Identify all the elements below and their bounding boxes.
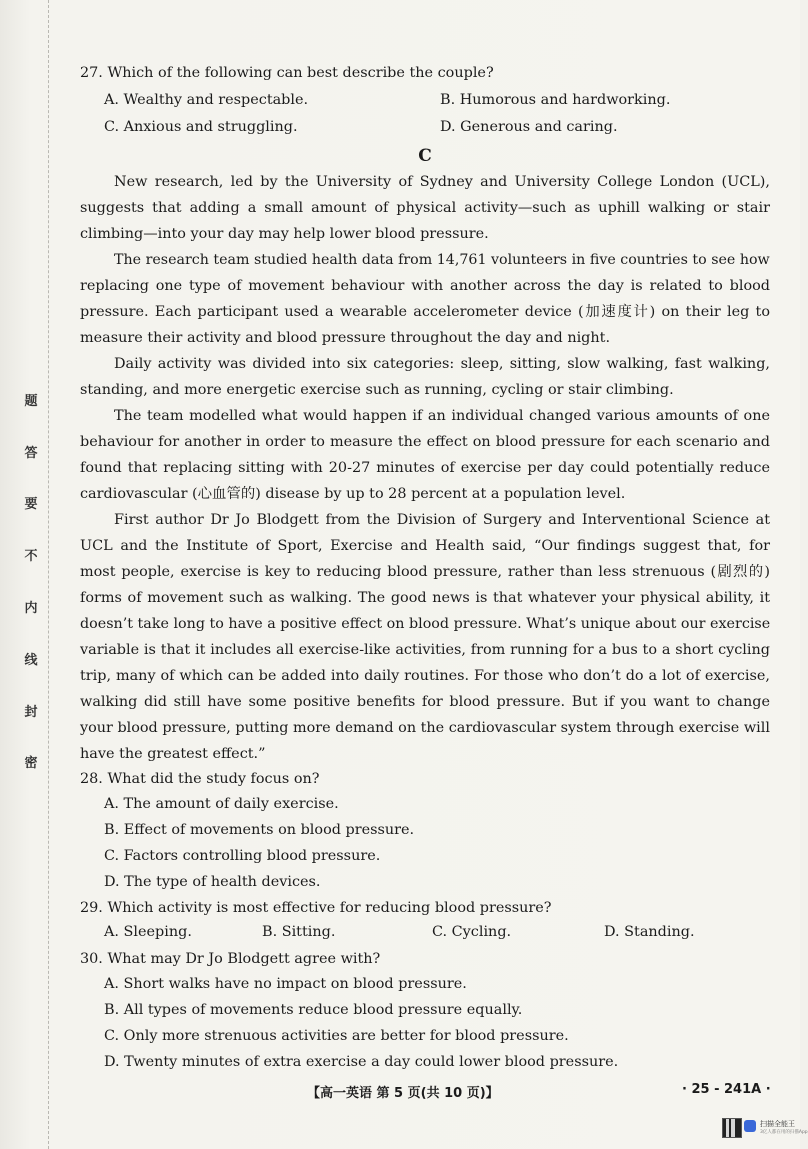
section-heading: C <box>418 146 432 166</box>
option-29-a: A. Sleeping. <box>104 924 192 940</box>
question-30: 30. What may Dr Jo Blodgett agree with? <box>80 951 381 967</box>
passage-line: have the greatest effect.” <box>80 746 266 762</box>
scanner-logo-icon <box>744 1120 756 1132</box>
passage-line: behaviour for another in order to measure the effect on blood pressure for each scenario and <box>80 434 770 450</box>
passage-line: most people, exercise is key to reducing blood pressure, rather than less strenuous (剧烈的) <box>80 564 770 580</box>
page-footer <box>0 1082 800 1102</box>
passage-line: Daily activity was divided into six categories: sleep, sitting, slow walking, fast walking, <box>114 356 770 372</box>
qr-code-icon <box>722 1118 742 1138</box>
passage-line: doesn’t take long to have a positive effect on blood pressure. What’s unique about our exercise <box>80 616 771 632</box>
scanner-watermark <box>722 1118 808 1140</box>
option-27-d: D. Generous and caring. <box>440 119 618 135</box>
margin-char: 不 <box>24 549 38 564</box>
passage-line: measure their activity and blood pressure throughout the day and night. <box>80 330 611 346</box>
passage-line: replacing one type of movement behaviour with another across the day is related to blood <box>80 278 770 294</box>
passage-line: pressure. Each participant used a wearable accelerometer device (加速度计) on their leg to <box>80 304 770 320</box>
option-29-b: B. Sitting. <box>262 924 336 940</box>
margin-char: 要 <box>24 497 38 512</box>
passage-line: New research, led by the University of Sydney and University College London (UCL), <box>114 174 770 190</box>
option-27-b: B. Humorous and hardworking. <box>440 92 671 108</box>
margin-char: 封 <box>24 705 38 720</box>
option-28-b: B. Effect of movements on blood pressure. <box>104 822 415 838</box>
passage-line: trip, many of which can be added into daily routines. For those who don’t do a lot of exercise, <box>80 668 770 684</box>
passage-line: walking did still have some positive benefits for blood pressure. But if you want to change <box>80 694 770 710</box>
scanner-app-name: 扫描全能王 <box>760 1120 795 1128</box>
margin-char: 答 <box>24 446 38 461</box>
option-28-d: D. The type of health devices. <box>104 874 321 890</box>
option-29-c: C. Cycling. <box>432 924 512 940</box>
option-30-c: C. Only more strenuous activities are better for blood pressure. <box>104 1028 569 1044</box>
passage-line: variable is that it includes all exercise-like activities, from running for a bus to a short cycling <box>80 642 770 658</box>
binding-margin <box>18 0 40 1149</box>
passage-line: The research team studied health data from 14,761 volunteers in five countries to see how <box>114 252 770 268</box>
passage-line: standing, and more energetic exercise such as running, cycling or stair climbing. <box>80 382 674 398</box>
margin-char: 题 <box>24 394 38 409</box>
option-30-d: D. Twenty minutes of extra exercise a day could lower blood pressure. <box>104 1054 619 1070</box>
binding-dashed-line <box>48 0 49 1149</box>
option-30-b: B. All types of movements reduce blood pressure equally. <box>104 1002 523 1018</box>
margin-char: 密 <box>24 756 38 771</box>
passage-line: found that replacing sitting with 20-27 minutes of exercise per day could potentially reduce <box>80 460 770 476</box>
option-28-a: A. The amount of daily exercise. <box>104 796 339 812</box>
passage-line: First author Dr Jo Blodgett from the Division of Surgery and Interventional Science at <box>114 512 770 528</box>
passage-line: forms of movement such as walking. The good news is that whatever your physical ability, it <box>80 590 770 606</box>
margin-char: 内 <box>24 601 38 616</box>
option-27-a: A. Wealthy and respectable. <box>104 92 309 108</box>
option-27-c: C. Anxious and struggling. <box>104 119 298 135</box>
passage-line: suggests that adding a small amount of physical activity—such as uphill walking or stair <box>80 200 770 216</box>
passage-line: your blood pressure, putting more demand on the cardiovascular system through exercise will <box>80 720 770 736</box>
passage-line: climbing—into your day may help lower blood pressure. <box>80 226 489 242</box>
question-27: 27. Which of the following can best describe the couple? <box>80 65 494 81</box>
option-29-d: D. Standing. <box>604 924 695 940</box>
passage-line: UCL and the Institute of Sport, Exercise and Health said, “Our findings suggest that, for <box>80 538 770 554</box>
passage-line: The team modelled what would happen if an individual changed various amounts of one <box>114 408 770 424</box>
margin-char: 线 <box>24 653 38 668</box>
option-28-c: C. Factors controlling blood pressure. <box>104 848 381 864</box>
passage-line: cardiovascular (心血管的) disease by up to 28 percent at a population level. <box>80 486 626 502</box>
footer-code: · 25 - 241A · <box>682 1082 771 1097</box>
option-30-a: A. Short walks have no impact on blood pressure. <box>104 976 467 992</box>
footer-page-info: 【高一英语 第 5 页(共 10 页)】 <box>307 1086 499 1101</box>
scanner-tagline: 3亿人都在用的扫描App <box>760 1130 808 1135</box>
question-28: 28. What did the study focus on? <box>80 771 320 787</box>
question-29: 29. Which activity is most effective for reducing blood pressure? <box>80 900 552 916</box>
